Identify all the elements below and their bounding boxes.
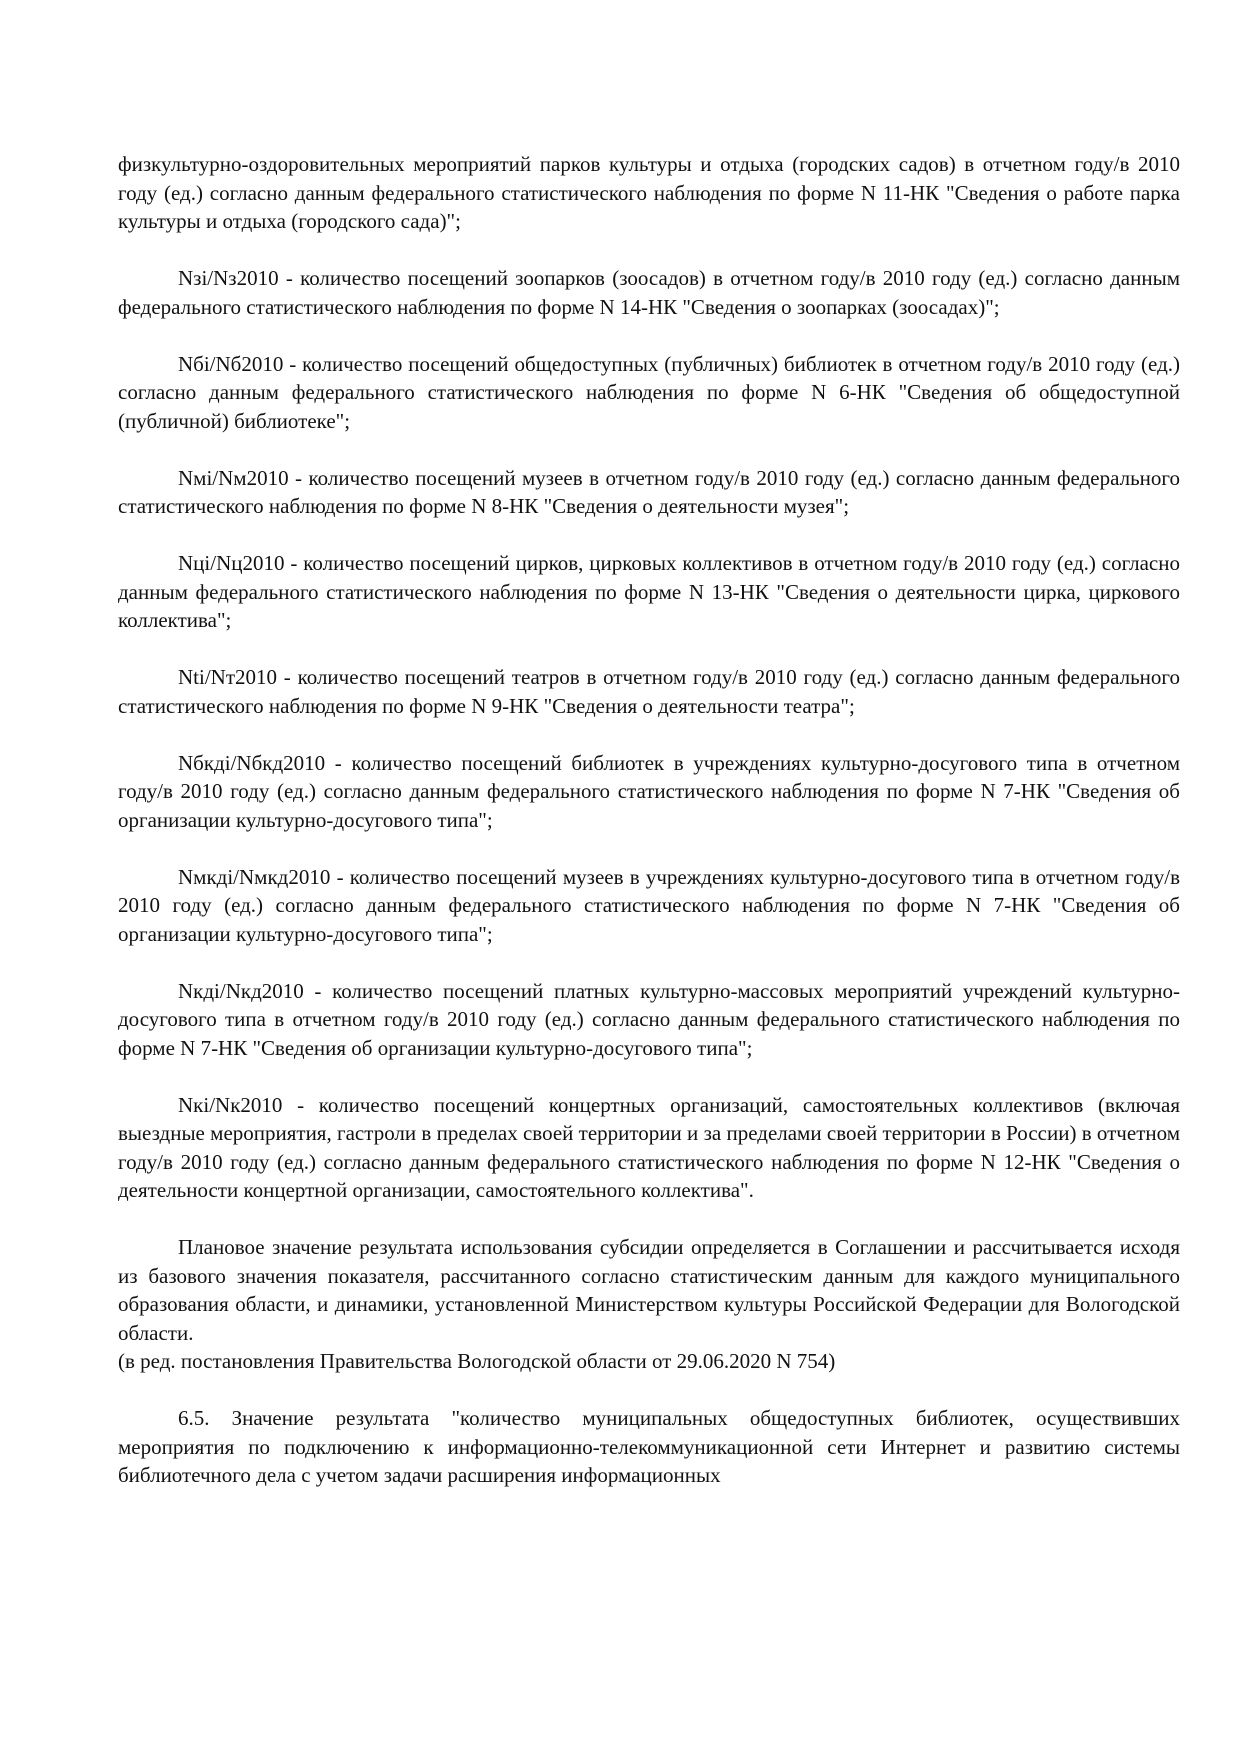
formula-term: Ntі/Nт2010 <box>178 665 278 689</box>
formula-term: Nбi/Nб2010 <box>178 351 284 376</box>
paragraph-text: - количество посещений музеев в отчетном году/в 2010 году (ед.) согласно данным федерального статистического наблюдения по форме N 8-НК "Сведения о деятельности музея"; <box>118 465 1180 518</box>
paragraph-text: - количество посещений зоопарков (зоосадов) в отчетном году/в 2010 году (ед.) согласно данным федерального статистического наблюдения по форме N 14-НК "Сведения о зоопарках (зоосадах)"; <box>118 266 1180 319</box>
paragraph-cultural-libraries <box>118 749 1180 835</box>
paragraph-text: - количество посещений библиотек в учреждениях культурно-досугового типа в отчетном году/в 2010 году (ед.) согласно данным федерального статистического наблюдения по форме N 7-НК "Сведения об организации культурно-досугового типа"; <box>118 750 1180 832</box>
paragraph-text: - количество посещений театров в отчетном году/в 2010 году (ед.) согласно данным федерального статистического наблюдения по форме N 9-НК "Сведения о деятельности театра"; <box>118 665 1180 718</box>
paragraph-text: физкультурно-оздоровительных мероприятий парков культуры и отдыха (городских садов) в отчетном году/в 2010 году (ед.) согласно данным федерального статистического наблюдения по форме N 11-НК "Сведения о работе парка культуры и отдыха (городского сада)"; <box>118 152 1180 233</box>
paragraph-text: - количество посещений концертных организаций, самостоятельных коллективов (включая выездные мероприятия, гастроли в пределах своей территории и за пределами своей территории в России) в отчетном году/в 2010 году (ед.) согласно данным федерального статистического наблюдения по форме N 12-НК "Сведения о деятельности концертной организации, самостоятельного коллектива". <box>118 1092 1180 1202</box>
paragraph-public-libraries <box>118 350 1180 436</box>
paragraph-park-continuation <box>118 150 1180 236</box>
paragraph-planned-value <box>118 1233 1180 1347</box>
formula-term: Nзi/Nз2010 <box>178 266 279 290</box>
formula-term: Nмi/Nм2010 <box>178 465 289 490</box>
paragraph-museums <box>118 464 1180 521</box>
paragraph-text: 6.5. Значение результата "количество муниципальных общедоступных библиотек, осуществивших мероприятия по подключению к информационно-телекоммуникационной сети Интернет и развитию системы библиотечного дела с учетом задачи расширения информационных <box>118 1406 1180 1487</box>
formula-term: Nкi/Nк2010 <box>178 1092 283 1117</box>
formula-term: Nбкдi/Nбкд2010 <box>178 750 326 775</box>
paragraph-circuses <box>118 549 1180 635</box>
paragraph-text: - количество посещений музеев в учреждениях культурно-досугового типа в отчетном году/в 2010 году (ед.) согласно данным федерального статистического наблюдения по форме N 7-НК "Сведения об организации культурно-досугового типа"; <box>118 864 1180 946</box>
formula-term: Nцi/Nц2010 <box>178 551 285 575</box>
paragraph-cultural-paid-events <box>118 977 1180 1063</box>
paragraph-text: - количество посещений общедоступных (публичных) библиотек в отчетном году/в 2010 году (ед.) согласно данным федерального статистического наблюдения по форме N 6-НК "Сведения об общедоступной (публичной) библиотеке"; <box>118 351 1180 433</box>
document-page <box>118 150 1180 1518</box>
formula-term: Nкдi/Nкд2010 <box>178 978 304 1003</box>
paragraph-text: - количество посещений платных культурно-массовых мероприятий учреждений культурно-досугового типа в отчетном году/в 2010 году (ед.) согласно данным федерального статистического наблюдения по форме N 7-НК "Сведения об организации культурно-досугового типа"; <box>118 978 1180 1060</box>
paragraph-section-6-5 <box>118 1404 1180 1490</box>
paragraph-text: Плановое значение результата использования субсидии определяется в Соглашении и рассчитывается исходя из базового значения показателя, рассчитанного согласно статистическим данным для каждого муниципального образования области, и динамики, установленной Министерством культуры Российской Федерации для Вологодской области. <box>118 1235 1180 1345</box>
paragraph-text: - количество посещений цирков, цирковых коллективов в отчетном году/в 2010 году (ед.) согласно данным федерального статистического наблюдения по форме N 13-НК "Сведения о деятельности цирка, циркового коллектива"; <box>118 551 1180 632</box>
paragraph-zoo <box>118 264 1180 321</box>
paragraph-concerts <box>118 1091 1180 1205</box>
amendment-note-text: (в ред. постановления Правительства Вологодской области от 29.06.2020 N 754) <box>118 1349 836 1373</box>
paragraph-theatres <box>118 663 1180 720</box>
paragraph-cultural-museums <box>118 863 1180 949</box>
amendment-note <box>118 1347 1180 1376</box>
formula-term: Nмкдi/Nмкд2010 <box>178 864 331 889</box>
